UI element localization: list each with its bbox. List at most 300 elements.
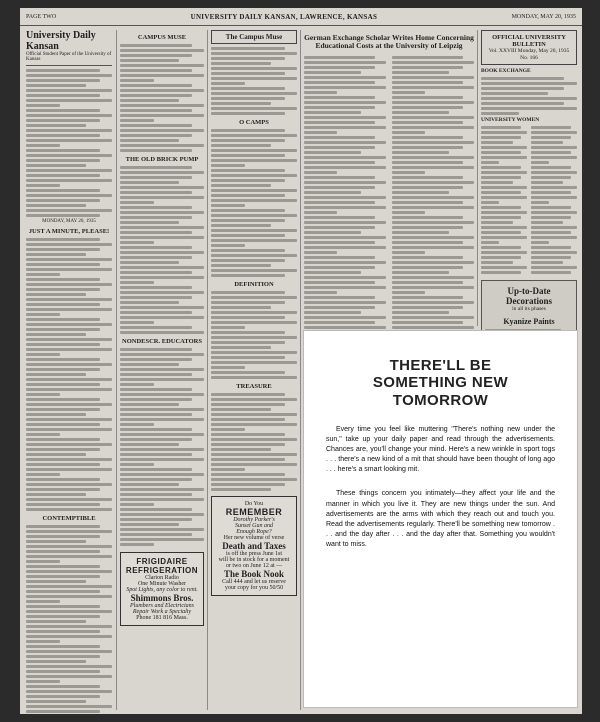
text-line [211, 92, 297, 95]
text-line [120, 149, 192, 152]
text-line [26, 124, 86, 127]
text-line [392, 161, 463, 164]
text-line [211, 129, 285, 132]
text-line [481, 266, 527, 269]
text-line [211, 214, 297, 217]
text-line [211, 209, 285, 212]
text-line [481, 146, 527, 149]
text-line [211, 413, 297, 416]
text-line [531, 151, 571, 154]
text-line [26, 393, 60, 396]
text-line [120, 144, 204, 147]
text-line [120, 311, 192, 314]
text-line [304, 86, 386, 89]
text-line [531, 206, 571, 209]
text-line [26, 575, 100, 578]
text-line [26, 308, 112, 311]
book-ad-line5: Enough Rope? [236, 529, 272, 536]
text-line [211, 244, 245, 247]
text-line [26, 655, 100, 658]
text-line [26, 413, 86, 416]
text-line [531, 231, 571, 234]
text-line [211, 249, 285, 252]
text-line [211, 488, 271, 491]
text-line [120, 276, 204, 279]
bulletin-box [481, 30, 577, 65]
text-line [120, 251, 204, 254]
text-line [392, 176, 463, 179]
text-line [211, 159, 297, 162]
text-line [211, 107, 297, 110]
text-line [120, 74, 204, 77]
text-line [304, 286, 386, 289]
text-line [211, 264, 271, 267]
column-rule [116, 30, 117, 710]
text-line [26, 199, 100, 202]
text-line [26, 134, 100, 137]
text-line [26, 248, 100, 251]
text-line [392, 96, 463, 99]
text-line [211, 448, 271, 451]
text-line [120, 196, 204, 199]
text-line [26, 498, 112, 501]
text-line [26, 333, 86, 336]
text-line [26, 443, 112, 446]
text-line [392, 131, 425, 134]
text-line [392, 141, 474, 144]
text-line [211, 239, 297, 242]
text-line [304, 71, 361, 74]
text-line [211, 438, 297, 441]
text-line [531, 241, 549, 244]
text-line [120, 368, 204, 371]
text-line [211, 139, 285, 142]
pump-headline: THE OLD BRICK PUMP [125, 156, 199, 164]
text-line [120, 443, 179, 446]
frigidaire-company: Shimmons Bros. [130, 593, 194, 604]
text-line [392, 301, 474, 304]
text-line [211, 52, 297, 55]
text-line [211, 356, 285, 359]
text-line [26, 174, 100, 177]
wallpaper-ad-title: Up-to-Date Decorations [506, 285, 552, 306]
text-line [392, 231, 449, 234]
text-line [531, 131, 577, 134]
text-line [26, 104, 60, 107]
text-line [211, 204, 245, 207]
paper-title: UNIVERSITY DAILY KANSAN, LAWRENCE, KANSAS [190, 12, 378, 21]
text-line [120, 246, 192, 249]
text-line [392, 191, 449, 194]
text-line [26, 328, 100, 331]
text-line [26, 595, 112, 598]
text-line [211, 458, 285, 461]
text-line [531, 126, 571, 129]
book-ad-line8: is off the press June 1st [225, 551, 283, 558]
text-line [211, 393, 285, 396]
text-line [531, 246, 571, 249]
text-line [120, 84, 192, 87]
text-line [120, 64, 204, 67]
text-line [120, 433, 204, 436]
text-line [26, 164, 86, 167]
frigidaire-title: FRIGIDAIRE REFRIGERATION [125, 557, 199, 576]
text-line [304, 221, 386, 224]
text-line [304, 96, 375, 99]
text-line [392, 326, 474, 329]
text-line [120, 493, 192, 496]
text-line [392, 171, 425, 174]
text-line [120, 483, 179, 486]
text-line [531, 221, 563, 224]
text-line [120, 453, 192, 456]
text-line [26, 268, 112, 271]
text-line [26, 129, 112, 132]
text-line [120, 176, 192, 179]
frigidaire-line3: Spot Lights, any color to rent. [126, 587, 198, 594]
text-line [531, 181, 563, 184]
text-line [531, 216, 571, 219]
text-line [120, 403, 179, 406]
text-line [120, 543, 154, 546]
text-line [26, 318, 100, 321]
text-line [26, 428, 112, 431]
ad-headline-3: TOMORROW [392, 391, 489, 409]
masthead-name: University Daily Kansan [26, 30, 96, 52]
text-line [304, 196, 386, 199]
text-line [392, 86, 474, 89]
text-line [211, 72, 285, 75]
text-line [120, 186, 204, 189]
text-line [120, 79, 154, 82]
text-line [531, 226, 577, 229]
text-line [211, 341, 285, 344]
text-line [26, 139, 112, 142]
text-line [304, 171, 337, 174]
text-line [304, 276, 386, 279]
text-line [26, 263, 100, 266]
text-line [531, 141, 563, 144]
text-line [211, 403, 285, 406]
text-line [26, 79, 100, 82]
text-line [26, 363, 112, 366]
text-line [304, 56, 375, 59]
text-line [120, 211, 204, 214]
text-line [26, 468, 112, 471]
text-line [304, 291, 337, 294]
text-line [26, 615, 100, 618]
text-line [26, 600, 60, 603]
text-line [120, 89, 204, 92]
text-line [120, 503, 154, 506]
text-line [211, 87, 285, 90]
text-line [481, 201, 499, 204]
text-line [26, 478, 100, 481]
text-line [531, 256, 571, 259]
text-line [26, 483, 112, 486]
text-line [481, 126, 521, 129]
text-line [120, 291, 204, 294]
text-line [120, 256, 192, 259]
text-line [304, 111, 361, 114]
text-line [120, 171, 204, 174]
text-line [211, 473, 285, 476]
text-line [392, 166, 474, 169]
wallpaper-ad-brand: Kyanize Paints [503, 316, 555, 326]
text-line [392, 256, 463, 259]
frigidaire-line2: One Minute Washer [137, 581, 187, 588]
text-line [120, 226, 204, 229]
text-line [304, 266, 375, 269]
text-line [120, 498, 204, 501]
text-line [211, 254, 297, 257]
book-ad-line11: Call 444 and let us reserve [222, 579, 286, 586]
text-line [531, 176, 571, 179]
text-line [481, 206, 521, 209]
text-line [392, 246, 474, 249]
text-line [120, 321, 154, 324]
text-line [26, 685, 100, 688]
text-line [26, 473, 60, 476]
text-line [481, 211, 527, 214]
text-line [531, 266, 577, 269]
frigidaire-line5: Repair Work a Specialty [132, 609, 192, 616]
text-line [120, 448, 204, 451]
text-line [211, 428, 245, 431]
text-line [392, 311, 449, 314]
text-line [392, 66, 463, 69]
text-line [120, 191, 192, 194]
text-line [481, 216, 521, 219]
text-line [211, 274, 285, 277]
text-line [211, 483, 285, 486]
text-line [531, 271, 571, 274]
text-line [211, 112, 285, 115]
text-line [392, 151, 449, 154]
page-number: PAGE TWO [26, 13, 57, 20]
text-line [304, 271, 361, 274]
text-line [120, 306, 204, 309]
text-line [392, 316, 474, 319]
frigidaire-phone: Phone 181 816 Mass. [136, 615, 188, 622]
text-line [304, 296, 375, 299]
text-line [481, 97, 577, 100]
text-line [26, 358, 100, 361]
text-line [304, 76, 386, 79]
text-line [26, 645, 100, 648]
text-line [211, 194, 285, 197]
book-ad-line3: Dorothy Parker's [233, 517, 275, 524]
text-line [481, 271, 521, 274]
text-line [26, 109, 100, 112]
text-line [304, 211, 337, 214]
text-line [26, 398, 100, 401]
text-line [304, 326, 386, 329]
text-line [304, 156, 386, 159]
german-story [304, 30, 474, 336]
text-line [392, 266, 463, 269]
text-line [26, 184, 60, 187]
text-line [120, 353, 204, 356]
text-line [26, 114, 112, 117]
text-line [211, 189, 297, 192]
text-line [392, 146, 463, 149]
university-women-head: UNIVERSITY WOMEN [481, 117, 540, 124]
definition-headline: DEFINITION [234, 281, 274, 289]
text-line [392, 156, 474, 159]
text-line [211, 311, 297, 314]
text-line [211, 306, 271, 309]
text-line [392, 216, 463, 219]
text-line [392, 71, 449, 74]
book-ad-line1: Do You [244, 501, 264, 508]
text-line [211, 184, 271, 187]
text-line [481, 166, 521, 169]
text-line [304, 106, 375, 109]
text-line [26, 560, 60, 563]
text-line [120, 281, 154, 284]
text-line [120, 124, 192, 127]
text-line [26, 179, 112, 182]
text-line [304, 246, 386, 249]
text-line [304, 186, 375, 189]
text-line [120, 358, 192, 361]
text-line [304, 216, 375, 219]
text-line [481, 131, 527, 134]
text-line [120, 326, 192, 329]
text-line [26, 488, 100, 491]
header-date: MONDAY, MAY 20, 1935 [511, 13, 576, 20]
text-line [26, 293, 86, 296]
text-line [481, 102, 564, 105]
text-line [26, 463, 100, 466]
text-line [531, 196, 577, 199]
text-line [120, 378, 204, 381]
text-line [26, 189, 100, 192]
text-line [120, 388, 192, 391]
camps-headline: O CAMPS [239, 119, 269, 126]
text-line [26, 665, 112, 668]
educators-headline: NONDESCR. EDUCATORS [122, 338, 202, 346]
text-line [481, 236, 527, 239]
text-line [26, 610, 112, 613]
text-line [304, 121, 375, 124]
text-line [304, 116, 386, 119]
text-line [304, 131, 337, 134]
text-line [304, 191, 361, 194]
text-line [304, 91, 337, 94]
text-line [481, 82, 577, 85]
text-line [211, 336, 297, 339]
text-line [211, 164, 245, 167]
text-line [26, 540, 86, 543]
text-line [26, 630, 100, 633]
book-exchange-head: BOOK EXCHANGE [481, 68, 531, 75]
text-line [120, 458, 204, 461]
text-line [26, 525, 100, 528]
text-line [481, 77, 564, 80]
text-line [211, 179, 285, 182]
ad-headline-2: SOMETHING NEW [372, 374, 509, 392]
text-line [26, 278, 100, 281]
text-line [120, 418, 204, 421]
bulletin-title: OFFICIAL UNIVERSITY BULLETIN [492, 34, 566, 49]
text-line [211, 174, 297, 177]
text-line [26, 550, 100, 553]
text-line [481, 161, 499, 164]
text-line [304, 306, 375, 309]
text-line [26, 209, 112, 212]
text-line [120, 166, 192, 169]
book-ad-line6: Her new volume of verse [223, 535, 285, 542]
text-line [26, 695, 100, 698]
text-line [304, 136, 375, 139]
text-line [26, 288, 100, 291]
text-line [211, 326, 245, 329]
text-line [392, 226, 463, 229]
text-line [120, 216, 192, 219]
text-line [304, 226, 375, 229]
text-line [120, 316, 204, 319]
text-line [211, 134, 297, 137]
text-line [304, 126, 386, 129]
text-line [120, 221, 179, 224]
text-line [481, 136, 521, 139]
text-line [211, 219, 285, 222]
text-line [531, 236, 577, 239]
text-line [26, 585, 112, 588]
text-line [304, 201, 375, 204]
text-line [392, 321, 463, 324]
text-line [531, 146, 577, 149]
bulletin-sub: Vol. XXVIII Monday, May 20, 1935 No. 166 [488, 48, 570, 61]
text-line [531, 166, 571, 169]
text-line [531, 211, 577, 214]
text-line [392, 291, 425, 294]
text-line [120, 44, 192, 47]
text-line [26, 343, 100, 346]
text-line [304, 161, 375, 164]
ad-paragraph-1: Every time you feel like muttering "There's nothing new under the sun," take up your daily paper and read through the advertisements. Chances are, you'll change your mind. Here's a new wrinkle in sport togs . . . there's a new kind of a mit that should have been thought of long ago . . . here's a smart looking mit. [326, 425, 555, 474]
text-line [392, 56, 463, 59]
text-line [120, 134, 192, 137]
text-line [304, 146, 375, 149]
frigidaire-ad [120, 552, 204, 626]
text-line [481, 92, 548, 95]
text-line [392, 111, 449, 114]
text-line [304, 151, 361, 154]
muse-headline: CAMPUS MUSE [137, 34, 187, 41]
text-line [304, 236, 386, 239]
text-line [26, 373, 86, 376]
text-line [120, 468, 192, 471]
text-line [481, 241, 499, 244]
text-line [211, 398, 297, 401]
text-line [120, 348, 192, 351]
text-line [26, 169, 112, 172]
book-ad-line12: your copy for you 50/50 [224, 585, 284, 592]
book-ad-line10: or two on June 12 at — [225, 563, 283, 570]
text-line [531, 161, 549, 164]
text-line [120, 99, 179, 102]
text-line [481, 221, 513, 224]
text-line [26, 580, 86, 583]
text-line [531, 156, 577, 159]
text-line [120, 408, 204, 411]
text-line [531, 251, 577, 254]
text-line [392, 241, 463, 244]
text-line [26, 204, 86, 207]
